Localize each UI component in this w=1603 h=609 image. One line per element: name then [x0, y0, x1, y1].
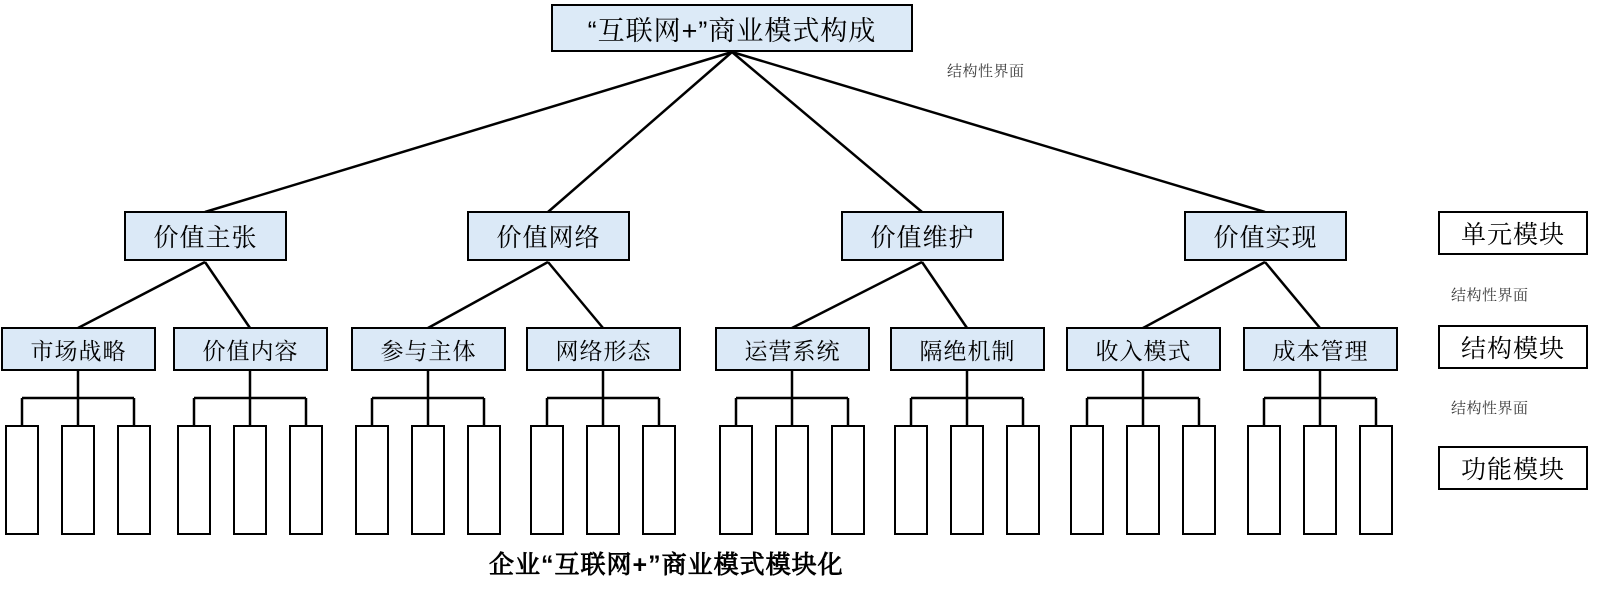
node-leaf-9[interactable] [467, 425, 501, 535]
node-struct-8-label: 成本管理 [1272, 337, 1369, 364]
node-leaf-20[interactable] [1126, 425, 1160, 535]
node-struct-6[interactable] [890, 327, 1045, 371]
node-unit-1[interactable] [124, 211, 287, 261]
node-leaf-23[interactable] [1303, 425, 1337, 535]
node-leaf-11[interactable] [586, 425, 620, 535]
node-leaf-6[interactable] [289, 425, 323, 535]
node-leaf-1[interactable] [5, 425, 39, 535]
node-struct-3[interactable] [351, 327, 506, 371]
node-leaf-13[interactable] [719, 425, 753, 535]
node-root-label: “互联网+”商业模式构成 [587, 15, 877, 46]
node-struct-4-label: 网络形态 [555, 337, 652, 364]
node-struct-2[interactable] [173, 327, 328, 371]
node-leaf-19[interactable] [1070, 425, 1104, 535]
node-leaf-16[interactable] [894, 425, 928, 535]
node-struct-1-label: 市场战略 [30, 337, 127, 364]
node-leaf-22[interactable] [1247, 425, 1281, 535]
node-leaf-15[interactable] [831, 425, 865, 535]
node-leaf-12[interactable] [642, 425, 676, 535]
node-leaf-5[interactable] [233, 425, 267, 535]
node-unit-3[interactable] [841, 211, 1004, 261]
legend-interface-mid: 结构性界面 [1451, 287, 1529, 304]
node-unit-3-label: 价值维护 [870, 224, 975, 252]
node-unit-4[interactable] [1184, 211, 1347, 261]
legend-unit-module-label: 单元模块 [1460, 221, 1565, 249]
node-unit-2-label: 价值网络 [496, 224, 601, 252]
legend-interface-top: 结构性界面 [947, 63, 1025, 80]
legend-unit-module [1438, 211, 1588, 255]
node-leaf-24[interactable] [1359, 425, 1393, 535]
node-unit-2[interactable] [467, 211, 630, 261]
node-struct-2-label: 价值内容 [202, 337, 299, 364]
node-struct-4[interactable] [526, 327, 681, 371]
legend-struct-module-label: 结构模块 [1460, 335, 1565, 363]
node-leaf-7[interactable] [355, 425, 389, 535]
node-leaf-4[interactable] [177, 425, 211, 535]
node-struct-3-label: 参与主体 [380, 337, 477, 364]
node-leaf-14[interactable] [775, 425, 809, 535]
node-unit-1-label: 价值主张 [153, 224, 258, 252]
node-struct-8[interactable] [1243, 327, 1398, 371]
node-leaf-18[interactable] [1006, 425, 1040, 535]
legend-function-module-label: 功能模块 [1460, 456, 1565, 484]
node-leaf-8[interactable] [411, 425, 445, 535]
node-struct-5-label: 运营系统 [744, 337, 841, 364]
node-leaf-17[interactable] [950, 425, 984, 535]
node-leaf-2[interactable] [61, 425, 95, 535]
diagram-caption: 企业“互联网+”商业模式模块化 [489, 551, 844, 579]
node-leaf-10[interactable] [530, 425, 564, 535]
node-unit-4-label: 价值实现 [1213, 224, 1318, 252]
legend-struct-module [1438, 325, 1588, 369]
legend-function-module [1438, 446, 1588, 490]
node-struct-1[interactable] [1, 327, 156, 371]
legend-interface-low: 结构性界面 [1451, 400, 1529, 417]
node-struct-6-label: 隔绝机制 [919, 337, 1016, 364]
node-struct-5[interactable] [715, 327, 870, 371]
node-struct-7-label: 收入模式 [1095, 337, 1192, 364]
node-leaf-3[interactable] [117, 425, 151, 535]
node-leaf-21[interactable] [1182, 425, 1216, 535]
node-struct-7[interactable] [1066, 327, 1221, 371]
node-root[interactable] [551, 4, 913, 52]
